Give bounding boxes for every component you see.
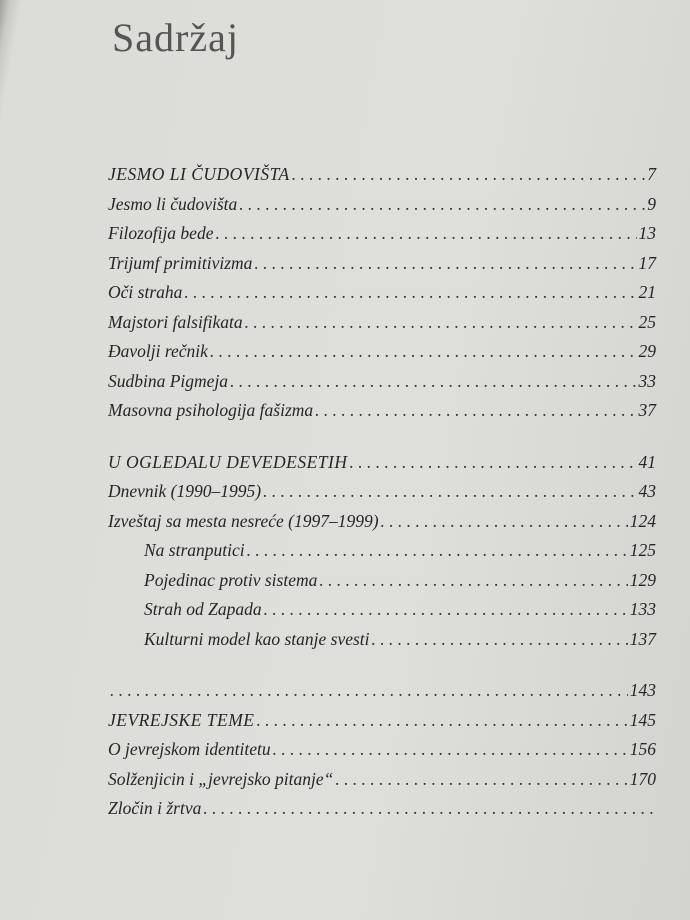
dot-leader [264, 595, 628, 625]
toc-page-number: 143 [629, 680, 656, 700]
toc-entry [108, 190, 656, 220]
toc-section-heading [108, 448, 656, 478]
toc-entry [108, 676, 656, 706]
dot-leader [203, 794, 654, 824]
toc-entry [108, 566, 656, 596]
toc-entry-title: Dnevnik (1990–1995) [108, 481, 262, 501]
dot-leader [254, 249, 636, 279]
toc-entry-title: U OGLEDALU DEVEDESETIH [108, 451, 348, 472]
dot-leader [215, 219, 636, 249]
toc-entry-title: Đavolji rečnik [108, 341, 208, 361]
toc-entry [108, 337, 656, 367]
toc-entry [108, 794, 656, 824]
toc-entry-title: Oči straha [108, 282, 183, 302]
toc-page-number: 29 [638, 341, 656, 361]
toc-entry [108, 625, 656, 655]
dot-leader [239, 190, 645, 220]
toc-entry [108, 308, 656, 338]
dot-leader [349, 448, 636, 478]
toc-page-number: 124 [629, 510, 656, 531]
toc-entry-title: JESMO LI ČUDOVIŠTA [108, 164, 290, 184]
toc-entry [108, 765, 656, 795]
dot-leader [184, 278, 636, 308]
toc-page-number: 156 [629, 739, 656, 759]
dot-leader [230, 367, 636, 397]
dot-leader [381, 507, 628, 537]
dot-leader [292, 160, 646, 190]
toc-entry-title: Kulturni model kao stanje svesti [144, 628, 370, 649]
toc-entry-title: Pojedinac protiv sistema [144, 569, 318, 590]
toc-page-number: 9 [647, 193, 656, 214]
dot-leader [263, 477, 636, 507]
toc-entry-title: JEVREJSKE TEME [108, 709, 255, 730]
toc-entry [108, 477, 656, 507]
toc-entry [108, 249, 656, 279]
dot-leader [273, 735, 628, 765]
toc-entry-title: Solženjicin i „jevrejsko pitanje“ [108, 768, 334, 789]
toc-entry-title: Strah od Zapada [144, 599, 262, 619]
toc-section [108, 448, 656, 655]
toc-page-number: 37 [638, 400, 656, 420]
toc-page-number: 145 [629, 709, 656, 730]
toc-entry-title: O jevrejskom identitetu [108, 739, 271, 759]
toc-section [108, 160, 656, 426]
toc-entry [108, 367, 656, 397]
toc-entry-title: Jesmo li čudovišta [108, 193, 238, 214]
toc-entry [108, 735, 656, 765]
toc-entry-title: Filozofija bede [108, 223, 214, 243]
toc-page-number: 125 [629, 540, 656, 560]
toc-section-heading [108, 706, 656, 736]
dot-leader [245, 308, 637, 338]
toc-section [108, 676, 656, 824]
toc-entry [108, 536, 656, 566]
toc-entry-title: Sudbina Pigmeja [108, 370, 229, 391]
toc-page-number: 41 [638, 451, 656, 472]
dot-leader [372, 625, 628, 655]
toc-entry [108, 595, 656, 625]
toc-page-number: 21 [638, 282, 656, 302]
toc-page-number: 129 [629, 569, 656, 590]
toc-page-number: 25 [638, 311, 656, 332]
dot-leader [247, 536, 628, 566]
table-of-contents [108, 160, 656, 846]
toc-entry-title: Izveštaj sa mesta nesreće (1997–1999) [108, 510, 379, 531]
dot-leader [335, 765, 627, 795]
toc-entry-title: Na stranputici [144, 540, 245, 560]
dot-leader [315, 396, 636, 426]
toc-page-number: 33 [638, 370, 656, 391]
dot-leader [319, 566, 627, 596]
toc-page-number: 133 [629, 599, 656, 619]
toc-entry-title: Trijumf primitivizma [108, 252, 253, 273]
dot-leader [110, 676, 628, 706]
toc-page-number: 170 [629, 768, 656, 789]
toc-page-number: 17 [638, 252, 656, 273]
toc-page-number: 13 [638, 223, 656, 243]
page-title: Sadržaj [112, 15, 239, 60]
toc-entry-title: Masovna psihologija fašizma [108, 400, 314, 420]
dot-leader [256, 706, 627, 736]
toc-entry [108, 507, 656, 537]
toc-page-number: 137 [629, 628, 656, 649]
toc-entry [108, 278, 656, 308]
toc-entry [108, 396, 656, 426]
toc-entry-title: Majstori falsifikata [108, 311, 243, 332]
toc-entry-title: Zločin i žrtva [108, 798, 202, 818]
toc-section-heading [108, 160, 656, 190]
dot-leader [210, 337, 637, 367]
toc-entry [108, 219, 656, 249]
toc-page-number: 7 [647, 164, 656, 184]
toc-page-number: 43 [638, 481, 656, 501]
